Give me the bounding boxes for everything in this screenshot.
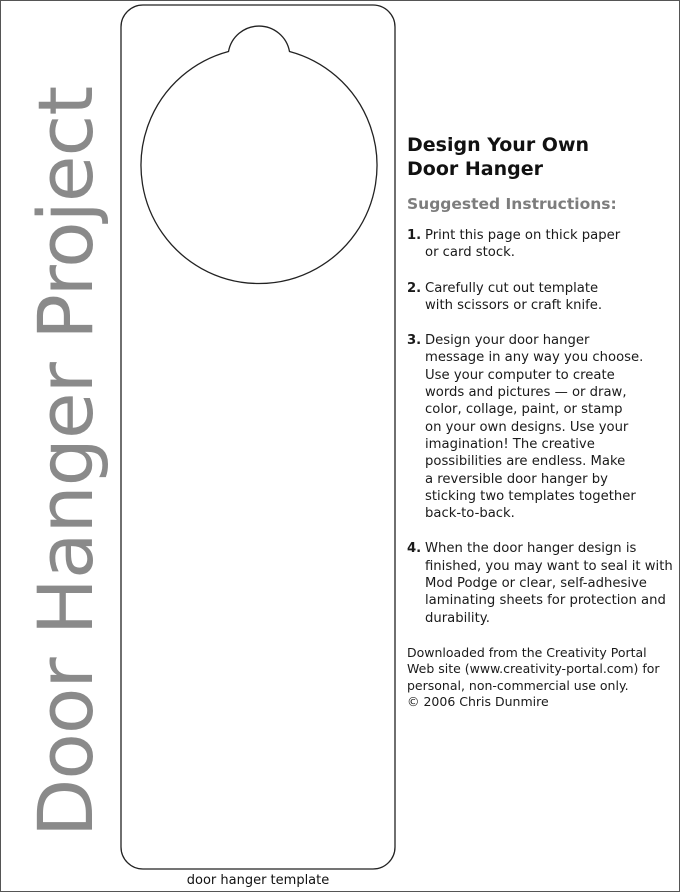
step-2 <box>407 280 672 315</box>
page-title-line-1: Design Your Own <box>407 134 590 156</box>
step-text-line: Carefully cut out template <box>425 280 599 296</box>
step-text-line: with scissors or craft knife. <box>425 297 603 313</box>
step-text-line: a reversible door hanger by <box>425 471 608 487</box>
step-text-line: possibilities are endless. Make <box>425 454 626 470</box>
hanger-door-knob-hole <box>141 26 377 283</box>
step-number: 4. <box>407 541 422 557</box>
step-text-line: Design your door hanger <box>425 333 590 349</box>
credit-line: Web site (www.creativity-portal.com) for <box>407 661 660 677</box>
step-number: 1. <box>407 228 422 243</box>
instructions-subtitle: Suggested Instructions: <box>407 195 617 213</box>
download-credit <box>407 645 672 711</box>
credit-line: Downloaded from the Creativity Portal <box>407 644 647 660</box>
page-title-line-2: Door Hanger <box>407 158 543 180</box>
step-text-line: Print this page on thick paper <box>425 228 621 243</box>
step-text-line: durability. <box>425 610 490 626</box>
step-number: 2. <box>407 280 422 296</box>
step-number: 3. <box>407 333 422 349</box>
template-caption: door hanger template <box>186 873 330 888</box>
step-text-line: Use your computer to create <box>425 367 615 383</box>
step-text-line: finished, you may want to seal it with <box>425 558 673 574</box>
step-3 <box>407 332 672 522</box>
step-text-line: or card stock. <box>425 245 515 261</box>
hanger-outline <box>121 5 395 869</box>
step-text-line: on your own designs. Use your <box>425 419 629 435</box>
credit-line: personal, non-commercial use only. <box>407 677 629 693</box>
step-text-line: back-to-back. <box>425 506 515 522</box>
step-text-line: Mod Podge or clear, self-adhesive <box>425 576 647 592</box>
step-text-line: color, collage, paint, or stamp <box>425 402 623 418</box>
step-text-line: imagination! The creative <box>425 436 595 452</box>
step-text-line: words and pictures — or draw, <box>425 385 627 401</box>
step-1 <box>407 227 672 262</box>
step-text-line: When the door hanger design is <box>425 541 637 557</box>
page-title <box>407 133 672 181</box>
step-text-line: message in any way you choose. <box>425 350 644 366</box>
step-text-line: sticking two templates together <box>425 488 636 504</box>
vertical-project-title: Door Hanger Project <box>21 86 110 838</box>
step-4 <box>407 540 672 626</box>
instruction-steps <box>407 227 672 627</box>
instructions-panel <box>407 133 672 711</box>
step-text-line: laminating sheets for protection and <box>425 593 666 609</box>
copyright-line: © 2006 Chris Dunmire <box>407 694 549 710</box>
